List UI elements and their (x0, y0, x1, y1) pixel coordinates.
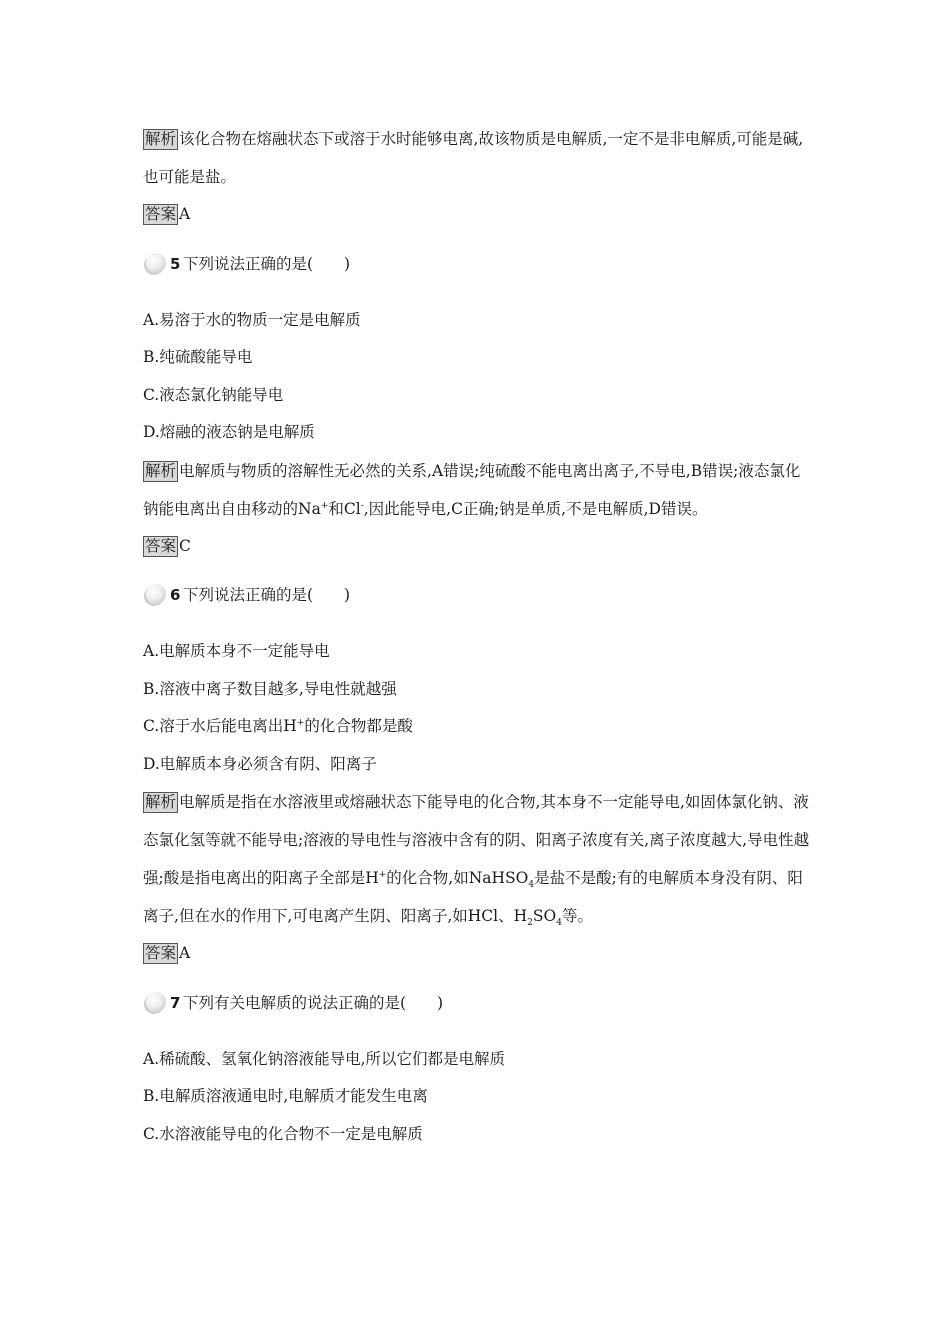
answer-value: A (179, 944, 191, 962)
answer-value: C (179, 536, 191, 555)
bullet-ball-icon (146, 992, 166, 1012)
option-b: B.电解质溶液通电时,电解质才能发生电离 (143, 1087, 428, 1105)
analysis-paragraph (143, 783, 813, 935)
superscript: - (360, 500, 364, 511)
analysis-text: 和Cl (328, 499, 361, 518)
option-b: B.纯硫酸能导电 (143, 348, 253, 366)
option-a: A.电解质本身不一定能导电 (143, 642, 330, 660)
answer-line (143, 196, 813, 234)
option-d: D.电解质本身必须含有阴、阳离子 (143, 754, 377, 773)
superscript: + (320, 500, 329, 511)
answer-tag: 答案 (145, 205, 177, 223)
option-text: C.溶于水后能电离出H (143, 717, 297, 735)
question-stem: 下列有关电解质的说法正确的是( ) (183, 993, 444, 1012)
question-header (143, 987, 813, 1019)
analysis-paragraph (143, 120, 813, 196)
question-number: 7 (170, 993, 181, 1012)
analysis-text: SO (532, 907, 557, 925)
subscript: 2 (527, 918, 533, 929)
answer-value: A (179, 205, 191, 223)
bullet-ball-icon (146, 584, 166, 604)
analysis-text: 等。 (561, 907, 593, 925)
superscript: + (378, 869, 387, 880)
question-number: 5 (170, 254, 181, 273)
subscript: 4 (528, 880, 535, 891)
question-stem: 下列说法正确的是( ) (183, 254, 351, 273)
option-c (143, 708, 813, 746)
option-c: C.液态氯化钠能导电 (143, 385, 284, 404)
bullet-ball-icon (146, 253, 166, 273)
option-b: B.溶液中离子数目越多,导电性就越强 (143, 679, 397, 698)
analysis-tag: 解析 (145, 461, 177, 480)
option-a: A.易溶于水的物质一定是电解质 (143, 310, 361, 329)
subscript: 4 (556, 918, 562, 929)
analysis-tag: 解析 (145, 793, 177, 811)
superscript: + (296, 717, 305, 728)
question-stem: 下列说法正确的是( ) (183, 586, 351, 604)
question-header (143, 579, 813, 611)
analysis-text: 电解质与物质的溶解性无必然的关系,A错误;纯硫酸不能电离出离子,不导电,B错误;液态氯化钠能电离出自由移动的Na (143, 461, 801, 518)
option-text: 的化合物都是酸 (304, 717, 413, 735)
analysis-text: ,因此能导电,C正确;钠是单质,不是电解质,D错误。 (363, 499, 708, 518)
question-header (143, 248, 813, 280)
answer-line (143, 528, 813, 566)
option-a: A.稀硫酸、氢氧化钠溶液能导电,所以它们都是电解质 (143, 1049, 506, 1068)
document-page (143, 120, 813, 1153)
answer-line (143, 935, 813, 973)
analysis-tag: 解析 (145, 130, 177, 148)
analysis-text: 是盐不是酸;有的电解质本身没有阴、阳离子,但在水的作用下,可电离产生阴、阳离子,如HCl、H (143, 869, 803, 925)
analysis-text: 该化合物在熔融状态下或溶于水时能够电离,故该物质是电解质,一定不是非电解质,可能是碱,也可能是盐。 (143, 130, 804, 186)
answer-tag: 答案 (145, 944, 177, 962)
answer-tag: 答案 (145, 536, 177, 555)
analysis-text: 的化合物,如NaHSO (386, 869, 529, 887)
analysis-paragraph (143, 452, 813, 528)
option-d: D.熔融的液态钠是电解质 (143, 423, 315, 441)
analysis-text: 电解质是指在水溶液里或熔融状态下能导电的化合物,其本身不一定能导电,如固体氯化钠、液态氯化氢等就不能导电;溶液的导电性与溶液中含有的阴、阳离子浓度有关,离子浓度越大,导电性越强;酸是指电离出的阳离子全部是H (143, 793, 810, 887)
question-number: 6 (170, 586, 181, 604)
option-c: C.水溶液能导电的化合物不一定是电解质 (143, 1124, 423, 1143)
